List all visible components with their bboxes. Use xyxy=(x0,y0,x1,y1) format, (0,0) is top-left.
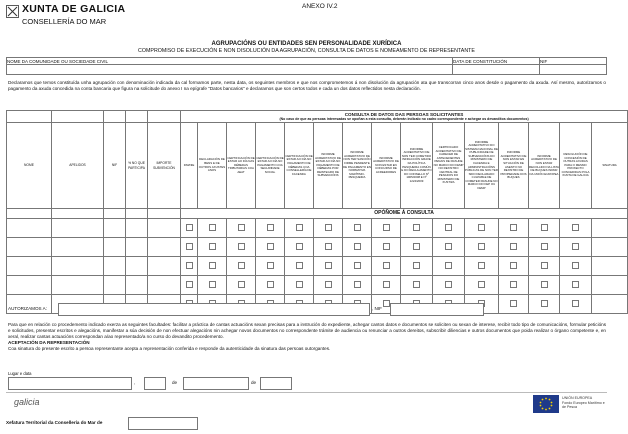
consult-column-header: INFORME ACREDITATIVO DE NON TER SANCIÓN FIRME PENDENTE DE PAGAMENTO EN NORMATIVA MARÍTIMO-PESQUEIRA xyxy=(343,123,372,209)
oppose-checkbox-cell xyxy=(560,276,592,295)
oppose-checkbox[interactable] xyxy=(478,281,485,288)
eu-text xyxy=(562,396,607,410)
oppose-checkbox-cell xyxy=(529,219,560,238)
oppose-checkbox-cell xyxy=(314,257,343,276)
declaration-text: Declaramos que temos constituída unha agrupación con denominación indicada da cal formamos parte, nesta data, os seguintes membros e que nos comprometemos á non disolución da agrupación ata que transcorran cinco anos desde o pagamento da axuda. Así mesmo, autorizamos o pagamento da axuda concedida na conta bancaria que figura na solicitude do anexo I na epígrafe "Datos bancarios" e declaramos que son certos todos e cada un dos datos reflectidos nesta declaración. xyxy=(8,80,606,91)
oppose-checkbox-cell xyxy=(433,238,465,257)
oppose-checkbox[interactable] xyxy=(572,300,579,307)
month-input[interactable] xyxy=(183,377,249,390)
member-input-cell[interactable] xyxy=(52,276,104,295)
oppose-checkbox[interactable] xyxy=(445,262,452,269)
oppose-checkbox-cell xyxy=(198,219,227,238)
oppose-checkbox[interactable] xyxy=(354,224,361,231)
oppose-checkbox[interactable] xyxy=(296,262,303,269)
oppose-checkbox-cell xyxy=(343,219,372,238)
oppose-checkbox-cell xyxy=(465,276,499,295)
oppose-checkbox-cell xyxy=(465,219,499,238)
oppose-checkbox-cell xyxy=(343,238,372,257)
consult-column-header: INFORME ACREDITATIVO DE NON TER COMETIDO INFRACCIÓN GRAVE DA POLÍTICA PESQUEIRA COMÚN E DO REGULAMENTO DO CONSELLO Nº 1005/2008 E Nº 1224/2009 xyxy=(401,123,433,209)
signature-cell[interactable] xyxy=(592,219,628,238)
oppose-checkbox[interactable] xyxy=(267,262,274,269)
representation-text xyxy=(8,322,606,352)
signature-cell[interactable] xyxy=(592,238,628,257)
oppose-checkbox-cell xyxy=(343,276,372,295)
acceptance-text: Coa sinatura do presente escrito a persoa representante acepta a representación conferida e responde da autenticidade da sinatura das persoas outorgantes. xyxy=(8,345,331,351)
galicia-brand xyxy=(14,397,40,407)
org-name: XUNTA DE GALICIA xyxy=(22,3,126,15)
oppose-checkbox-cell xyxy=(198,257,227,276)
oppose-checkbox-cell xyxy=(314,238,343,257)
oppose-checkbox[interactable] xyxy=(186,262,193,269)
oppose-checkbox[interactable] xyxy=(383,281,390,288)
header-blank xyxy=(7,209,52,219)
oppose-checkbox-cell xyxy=(314,219,343,238)
oppose-checkbox[interactable] xyxy=(541,243,548,250)
oppose-checkbox-cell xyxy=(227,219,256,238)
consult-column-header: INFORME ACREDITATIVO DE NON ESTAR EN SITUACIÓN DE ASENTO NO REXISTRO DE PROPIEDADE DOS BUQUES xyxy=(499,123,529,209)
member-input-cell[interactable] xyxy=(52,257,104,276)
consult-column-header: INFORME ACREDITATIVO DE NON ESTAR RECOLLIDO NA LISTA DE BUQUES INDNR DA UNIÓN EUROPEA xyxy=(529,123,560,209)
member-input-cell[interactable] xyxy=(104,238,126,257)
oppose-checkbox[interactable] xyxy=(325,262,332,269)
oppose-checkbox[interactable] xyxy=(325,243,332,250)
member-input-cell[interactable] xyxy=(126,219,148,238)
consult-column-header: DECLARACIÓN DE BENS E DE OUTROS AXUSTES ANOS xyxy=(198,123,227,209)
oppose-checkbox[interactable] xyxy=(209,243,216,250)
header-blank xyxy=(126,209,148,219)
oppose-checkbox[interactable] xyxy=(510,262,517,269)
authorized-nif-label: , NIF xyxy=(372,306,382,311)
consult-group-header xyxy=(181,111,628,123)
oppose-checkbox[interactable] xyxy=(445,281,452,288)
acceptance-title: ACEPTACIÓN DA REPRESENTACIÓN xyxy=(8,339,90,345)
oppose-checkbox[interactable] xyxy=(296,281,303,288)
table-row xyxy=(7,238,628,257)
oppose-checkbox[interactable] xyxy=(186,281,193,288)
member-input-cell[interactable] xyxy=(104,257,126,276)
consult-column-header: INFORME ACREDITATIVO DO SISTEMA NACIONAL DE PUBLICIDADE DE SUBVENCIÓNS DO MINISTERIO DE FACENDA E ADMINISTRACIÓNS PÚBLICAS DE NON TER SIDO DECLARADO CULPABLE DE COMETER FRAUDE NO MARCO DO FEP OU FEMP xyxy=(465,123,499,209)
oppose-checkbox-cell xyxy=(256,276,285,295)
oppose-checkbox[interactable] xyxy=(541,300,548,307)
member-input-cell[interactable] xyxy=(126,276,148,295)
oppose-checkbox[interactable] xyxy=(267,243,274,250)
oppose-checkbox-cell xyxy=(256,257,285,276)
consult-column-header: INFORME ACREDITATIVO DE ESTAR AO DÍA NO PAGAMENTO DE DÉBEDAS POR REINTEGRO DE SUBVENCIÓNS xyxy=(314,123,343,209)
member-input-cell[interactable] xyxy=(52,219,104,238)
oppose-checkbox[interactable] xyxy=(413,262,420,269)
oppose-checkbox-cell xyxy=(433,257,465,276)
oppose-checkbox[interactable] xyxy=(572,224,579,231)
oppose-checkbox-cell xyxy=(560,219,592,238)
header-blank xyxy=(104,111,126,123)
authorized-nif-input[interactable] xyxy=(390,303,484,316)
oppose-checkbox[interactable] xyxy=(267,224,274,231)
oppose-checkbox-cell xyxy=(285,238,314,257)
place-comma: , xyxy=(134,380,136,385)
member-input-cell[interactable] xyxy=(148,238,181,257)
oppose-checkbox[interactable] xyxy=(510,281,517,288)
eu-flag-icon xyxy=(533,395,559,413)
oppose-checkbox-cell xyxy=(499,238,529,257)
oppose-checkbox[interactable] xyxy=(383,300,390,307)
oppose-checkbox-cell xyxy=(499,219,529,238)
oppose-checkbox[interactable] xyxy=(383,262,390,269)
form-title: AGRUPACIÓNS OU ENTIDADES SEN PERSONALIDADE XURÍDICA xyxy=(211,41,402,47)
oppose-checkbox[interactable] xyxy=(478,224,485,231)
oppose-checkbox-cell xyxy=(499,295,529,314)
oppose-checkbox[interactable] xyxy=(325,224,332,231)
header-blank xyxy=(7,111,52,123)
oppose-consult-header: OPÓÑOME Á CONSULTA xyxy=(181,209,628,219)
oppose-checkbox[interactable] xyxy=(383,243,390,250)
oppose-checkbox-cell xyxy=(433,276,465,295)
oppose-checkbox[interactable] xyxy=(209,224,216,231)
consult-column-header: DNI/NIE xyxy=(181,123,198,209)
oppose-checkbox[interactable] xyxy=(238,243,245,250)
oppose-checkbox[interactable] xyxy=(413,281,420,288)
authorize-label: AUTORIZAMOS A: xyxy=(8,306,47,311)
oppose-checkbox-cell xyxy=(285,219,314,238)
header-blank xyxy=(148,209,181,219)
oppose-checkbox[interactable] xyxy=(478,243,485,250)
member-input-cell[interactable] xyxy=(104,276,126,295)
oppose-checkbox[interactable] xyxy=(238,224,245,231)
oppose-checkbox-cell xyxy=(181,219,198,238)
oppose-checkbox[interactable] xyxy=(325,281,332,288)
oppose-checkbox[interactable] xyxy=(510,300,517,307)
oppose-checkbox[interactable] xyxy=(383,224,390,231)
oppose-checkbox[interactable] xyxy=(354,243,361,250)
oppose-checkbox-cell xyxy=(372,276,401,295)
consult-column-header: CERTIFICADO ACREDITATIVO DE CARECER DE ANTECEDENTES PENAIS DE FRAUDE NO MARCO DO FEMP NO REXISTRO CENTRAL DE PENADOS DO MINISTERIO DE XUSTIZA xyxy=(433,123,465,209)
oppose-checkbox-cell xyxy=(560,295,592,314)
oppose-checkbox-cell xyxy=(181,257,198,276)
oppose-checkbox-cell xyxy=(499,257,529,276)
table-row xyxy=(7,219,628,238)
oppose-checkbox[interactable] xyxy=(541,224,548,231)
members-table-wrap xyxy=(6,110,617,314)
entity-table xyxy=(6,57,607,75)
oppose-checkbox-cell xyxy=(198,276,227,295)
oppose-checkbox-cell xyxy=(372,238,401,257)
oppose-checkbox[interactable] xyxy=(296,224,303,231)
header-blank xyxy=(104,209,126,219)
eu-text-1: UNIÓN EUROPEA xyxy=(562,396,593,400)
year-input[interactable] xyxy=(260,377,292,390)
oppose-checkbox-cell xyxy=(433,219,465,238)
signature-cell[interactable] xyxy=(592,257,628,276)
consult-column-header: RESOLUCIÓN DE CONCESIÓN DE OUTRAS AXUDAS PARA O MESMO PROXECTO CONCEDIDAS POLA XUNTA DE GALICIA xyxy=(560,123,592,209)
oppose-checkbox[interactable] xyxy=(238,262,245,269)
oppose-checkbox-cell xyxy=(465,257,499,276)
oppose-checkbox-cell xyxy=(401,238,433,257)
oppose-checkbox-cell xyxy=(465,238,499,257)
consult-column-header: INFORME ACREDITATIVO DE NON ESTAR EN CONCURSO DE ACREEDORES xyxy=(372,123,401,209)
nif-input[interactable] xyxy=(540,65,607,75)
member-input-cell[interactable] xyxy=(148,276,181,295)
oppose-checkbox-cell xyxy=(256,238,285,257)
member-input-cell[interactable] xyxy=(148,219,181,238)
column-header: NOME xyxy=(7,123,52,209)
date-de-1: de xyxy=(172,380,178,385)
constitution-date-label: DATA DE CONSTITUCIÓN xyxy=(453,58,540,65)
oppose-checkbox[interactable] xyxy=(572,262,579,269)
member-input-cell[interactable] xyxy=(7,238,52,257)
signature-cell[interactable] xyxy=(592,276,628,295)
oppose-checkbox[interactable] xyxy=(296,243,303,250)
oppose-checkbox[interactable] xyxy=(541,281,548,288)
oppose-checkbox-cell xyxy=(285,257,314,276)
oppose-checkbox-cell xyxy=(529,238,560,257)
place-input[interactable] xyxy=(8,377,132,390)
oppose-checkbox-cell xyxy=(401,276,433,295)
oppose-checkbox[interactable] xyxy=(413,243,420,250)
representation-body: Para que en relación co procedemento indicado exerza as seguintes facultades: facilitar a práctica de cantas actuacións sexan precisas para a instrución do expediente, achegar cantos datos e documentos se soliciten ou sexan de interese, recibir todo tipo de comunicacións, formular peticións e solicitudes, presentar escritos e alegacións, manifestar a súa decisión de non efectuar alegacións nin achegar novos documentos no correspondente trámite de audiencia ou renunciar a outros dereitos, subscribir diliencias e outros documentos que poida realizar o órgano competente e, en xeral, realizar cantas actuacións correspondan a/ao representado/a no curso do devandito procedemento. xyxy=(8,322,606,339)
authorized-name-input[interactable] xyxy=(58,303,370,316)
oppose-checkbox-cell xyxy=(499,276,529,295)
oppose-checkbox[interactable] xyxy=(541,262,548,269)
header-blank xyxy=(148,111,181,123)
oppose-checkbox[interactable] xyxy=(354,281,361,288)
annex-label: ANEXO IV.2 xyxy=(302,3,338,10)
member-input-cell[interactable] xyxy=(7,276,52,295)
oppose-checkbox-cell xyxy=(529,295,560,314)
oppose-checkbox-cell xyxy=(560,257,592,276)
department-name: CONSELLERÍA DO MAR xyxy=(22,17,107,26)
oppose-checkbox[interactable] xyxy=(478,262,485,269)
oppose-checkbox-cell xyxy=(227,238,256,257)
oppose-checkbox[interactable] xyxy=(238,281,245,288)
oppose-checkbox-cell xyxy=(285,276,314,295)
oppose-checkbox[interactable] xyxy=(413,224,420,231)
signature-cell[interactable] xyxy=(592,295,628,314)
member-input-cell[interactable] xyxy=(7,219,52,238)
oppose-checkbox[interactable] xyxy=(186,224,193,231)
table-row xyxy=(7,276,628,295)
oppose-checkbox[interactable] xyxy=(209,262,216,269)
member-input-cell[interactable] xyxy=(148,257,181,276)
table-row xyxy=(7,257,628,276)
member-input-cell[interactable] xyxy=(7,257,52,276)
consult-group-title: CONSULTA DE DATOS DAS PERSOAS SOLICITANTES xyxy=(344,111,464,117)
form-subtitle: COMPROMISO DE EXECUCIÓN E NON DISOLUCIÓN DA AGRUPACIÓN, CONSULTA DE DATOS E NOMEAMENTO DE REPRESENTANTE xyxy=(138,48,475,54)
oppose-checkbox[interactable] xyxy=(510,224,517,231)
header-blank xyxy=(52,209,104,219)
entity-name-label: NOME DA COMUNIDADE OU SOCIEDADE CIVIL xyxy=(7,58,453,65)
oppose-checkbox-cell xyxy=(560,238,592,257)
column-header: IMPORTE SUBVENCIÓN xyxy=(148,123,181,209)
nif-label: NIF xyxy=(540,58,607,65)
oppose-checkbox-cell xyxy=(227,276,256,295)
office-label: Xefatura Territorial da Consellería do Mar de xyxy=(6,420,103,425)
member-input-cell[interactable] xyxy=(104,219,126,238)
consult-column-header: SINATURA xyxy=(592,123,628,209)
header-blank xyxy=(52,111,104,123)
column-header: APELIDOS xyxy=(52,123,104,209)
oppose-checkbox-cell xyxy=(372,257,401,276)
header-blank xyxy=(126,111,148,123)
oppose-checkbox-cell xyxy=(372,219,401,238)
constitution-date-input[interactable] xyxy=(453,65,540,75)
consult-column-header: CERTIFICACIÓN DE ESTAR AO DÍA NO PAGAMENTO DE DÉBEDAS COA CONSELLERÍA DE FACENDA xyxy=(285,123,314,209)
oppose-checkbox[interactable] xyxy=(267,281,274,288)
oppose-checkbox-cell xyxy=(401,219,433,238)
oppose-checkbox-cell xyxy=(198,238,227,257)
oppose-checkbox[interactable] xyxy=(445,243,452,250)
oppose-checkbox-cell xyxy=(343,257,372,276)
entity-name-input[interactable] xyxy=(7,65,453,75)
office-input[interactable] xyxy=(128,417,198,430)
eu-text-2: Fondo Europeo Marítimo e de Pesca xyxy=(562,400,605,410)
oppose-checkbox[interactable] xyxy=(445,224,452,231)
xunta-logo-icon xyxy=(6,5,19,18)
oppose-checkbox[interactable] xyxy=(510,243,517,250)
oppose-checkbox[interactable] xyxy=(186,243,193,250)
consult-column-header: CERTIFICACIÓN DE ESTAR AO DÍA NAS DÉBEDAS TRIBUTARIAS COA AEAT xyxy=(227,123,256,209)
oppose-checkbox[interactable] xyxy=(572,281,579,288)
date-de-2: de xyxy=(251,380,257,385)
consult-column-header: CERTIFICACIÓN DE ESTAR AO DÍA NO PAGAMENTO COA SEGURIDADE SOCIAL xyxy=(256,123,285,209)
oppose-checkbox[interactable] xyxy=(354,262,361,269)
oppose-checkbox-cell xyxy=(314,276,343,295)
oppose-checkbox[interactable] xyxy=(209,281,216,288)
column-header: NIF xyxy=(104,123,126,209)
oppose-checkbox-cell xyxy=(529,276,560,295)
oppose-checkbox-cell xyxy=(401,257,433,276)
galicia-brand-text: galicia xyxy=(14,397,40,407)
member-input-cell[interactable] xyxy=(126,238,148,257)
oppose-checkbox-cell xyxy=(181,238,198,257)
oppose-checkbox-cell xyxy=(181,276,198,295)
footer-divider xyxy=(6,392,607,393)
member-input-cell[interactable] xyxy=(126,257,148,276)
day-input[interactable] xyxy=(144,377,166,390)
member-input-cell[interactable] xyxy=(52,238,104,257)
oppose-checkbox-cell xyxy=(227,257,256,276)
oppose-checkbox-cell xyxy=(529,257,560,276)
oppose-checkbox[interactable] xyxy=(572,243,579,250)
consult-group-subtitle: (No caso de que as persoas interesadas se opoñan a esta consulta, deberán indicalo no cadro correspondente e achegar os devanditos documentos) xyxy=(279,117,529,122)
place-date-label: Lugar e data xyxy=(8,371,32,376)
column-header: % NO QUE PARTICIPA xyxy=(126,123,148,209)
oppose-checkbox-cell xyxy=(256,219,285,238)
members-table xyxy=(6,110,628,314)
